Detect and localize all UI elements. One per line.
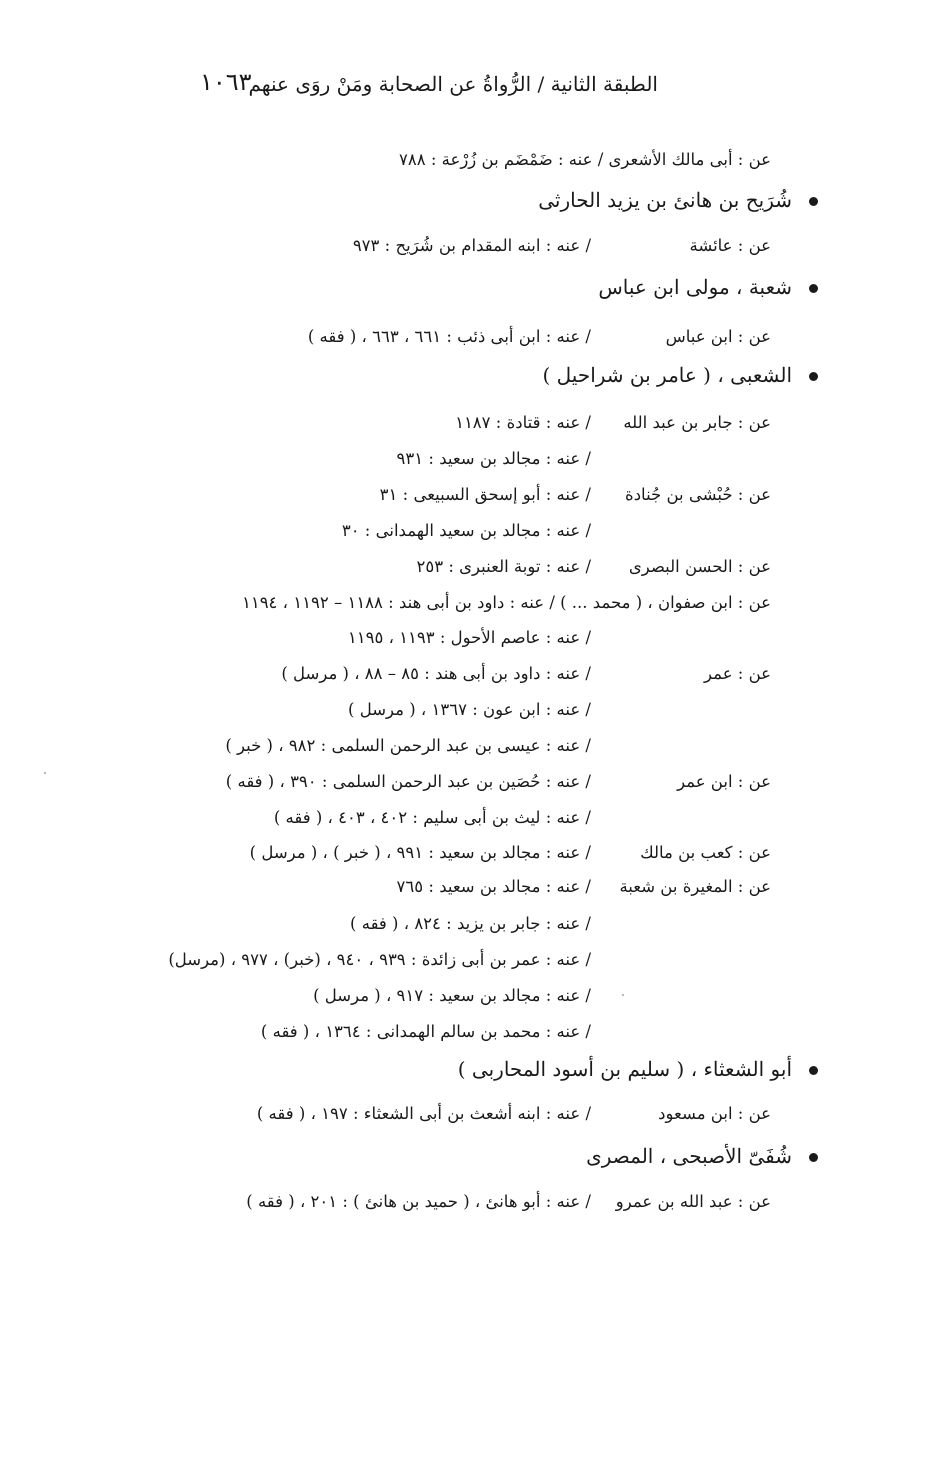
narrator-entry: أبو الشعثاء ، ( سليم بن أسود المحاربى ) xyxy=(457,1057,792,1081)
narrated-by: / عنه : مجالد بن سعيد : ٩٣١ xyxy=(396,449,591,468)
narrated-by: / عنه : عاصم الأحول : ١١٩٣ ، ١١٩٥ xyxy=(347,628,591,647)
entry-bullet xyxy=(809,197,818,206)
narrated-by: / عنه : مجالد بن سعيد : ٧٦٥ xyxy=(396,877,591,896)
narrated-from: عن : عمر xyxy=(704,664,771,683)
narrated-by: / عنه : مجالد بن سعيد الهمدانى : ٣٠ xyxy=(341,521,591,540)
narrated-by: / عنه : مجالد بن سعيد : ٩١٧ ، ( مرسل ) xyxy=(313,986,591,1005)
narrated-by: / عنه : أبو هانئ ، ( حميد بن هانئ ) : ٢٠١ ، ( فقه ) xyxy=(246,1192,591,1211)
narrated-by: / عنه : عيسى بن عبد الرحمن السلمى : ٩٨٢ ، ( خبر ) xyxy=(225,736,591,755)
reference-line: عن : ابن صفوان ، ( محمد ... ) / عنه : داود بن أبى هند : ١١٨٨ – ١١٩٢ ، ١١٩٤ xyxy=(241,593,771,612)
narrator-entry: شعبة ، مولى ابن عباس xyxy=(598,275,792,299)
running-header: الطبقة الثانية / الرُّواةُ عن الصحابة ومَنْ روَى عنهم xyxy=(248,72,658,96)
narrated-by: / عنه : قتادة : ١١٨٧ xyxy=(455,413,591,432)
narrated-by: / عنه : ابنه أشعث بن أبى الشعثاء : ١٩٧ ، ( فقه ) xyxy=(256,1104,591,1123)
scan-speck xyxy=(44,772,46,774)
narrated-from: عن : عبد الله بن عمرو xyxy=(615,1192,771,1211)
narrated-from: عن : الحسن البصرى xyxy=(628,557,771,576)
narrated-from: عن : كعب بن مالك xyxy=(640,843,771,862)
entry-bullet xyxy=(809,284,818,293)
narrated-from: عن : حُبْشى بن جُنادة xyxy=(625,485,771,504)
narrated-from: عن : جابر بن عبد الله xyxy=(623,413,771,432)
narrated-by: / عنه : ابن عون : ١٣٦٧ ، ( مرسل ) xyxy=(348,700,591,719)
entry-bullet xyxy=(809,372,818,381)
narrated-from: عن : عائشة xyxy=(689,236,771,255)
narrator-entry: الشعبى ، ( عامر بن شراحيل ) xyxy=(542,363,792,387)
narrated-by: / عنه : ليث بن أبى سليم : ٤٠٢ ، ٤٠٣ ، ( فقه ) xyxy=(273,808,591,827)
narrated-by: / عنه : محمد بن سالم الهمدانى : ١٣٦٤ ، ( فقه ) xyxy=(260,1022,591,1041)
narrated-from: عن : ابن عمر xyxy=(677,772,771,791)
narrated-by: / عنه : أبو إسحق السبيعى : ٣١ xyxy=(379,485,591,504)
narrated-from: عن : المغيرة بن شعبة xyxy=(619,877,771,896)
narrated-by: / عنه : مجالد بن سعيد : ٩٩١ ، ( خبر ) ، ( مرسل ) xyxy=(249,843,591,862)
narrated-by: / عنه : داود بن أبى هند : ٨٥ – ٨٨ ، ( مرسل ) xyxy=(281,664,591,683)
narrator-entry: شُرَيح بن هانئ بن يزيد الحارثى xyxy=(538,188,792,212)
narrated-by: / عنه : حُصَين بن عبد الرحمن السلمى : ٣٩٠ ، ( فقه ) xyxy=(225,772,591,791)
narrated-by: / عنه : ابنه المقدام بن شُرَيح : ٩٧٣ xyxy=(352,236,591,255)
narrated-by: / عنه : عمر بن أبى زائدة : ٩٣٩ ، ٩٤٠ ، (خبر) ، ٩٧٧ ، (مرسل) xyxy=(168,950,591,969)
narrated-by: / عنه : جابر بن يزيد : ٨٢٤ ، ( فقه ) xyxy=(350,914,591,933)
page-number: ١٠٦٣ xyxy=(200,68,252,96)
entry-bullet xyxy=(809,1153,818,1162)
narrated-by: / عنه : توبة العنبرى : ٢٥٣ xyxy=(416,557,591,576)
narrated-from: عن : ابن عباس xyxy=(665,327,771,346)
narrator-entry: شُفَىّ الأصبحى ، المصرى xyxy=(586,1144,792,1168)
narrated-from: عن : ابن مسعود xyxy=(658,1104,771,1123)
reference-line: عن : أبى مالك الأشعرى / عنه : ضَمْضَم بن زُرْعة : ٧٨٨ xyxy=(399,150,771,169)
entry-bullet xyxy=(809,1066,818,1075)
narrated-by: / عنه : ابن أبى ذئب : ٦٦١ ، ٦٦٣ ، ( فقه ) xyxy=(307,327,591,346)
scan-speck xyxy=(622,994,624,996)
